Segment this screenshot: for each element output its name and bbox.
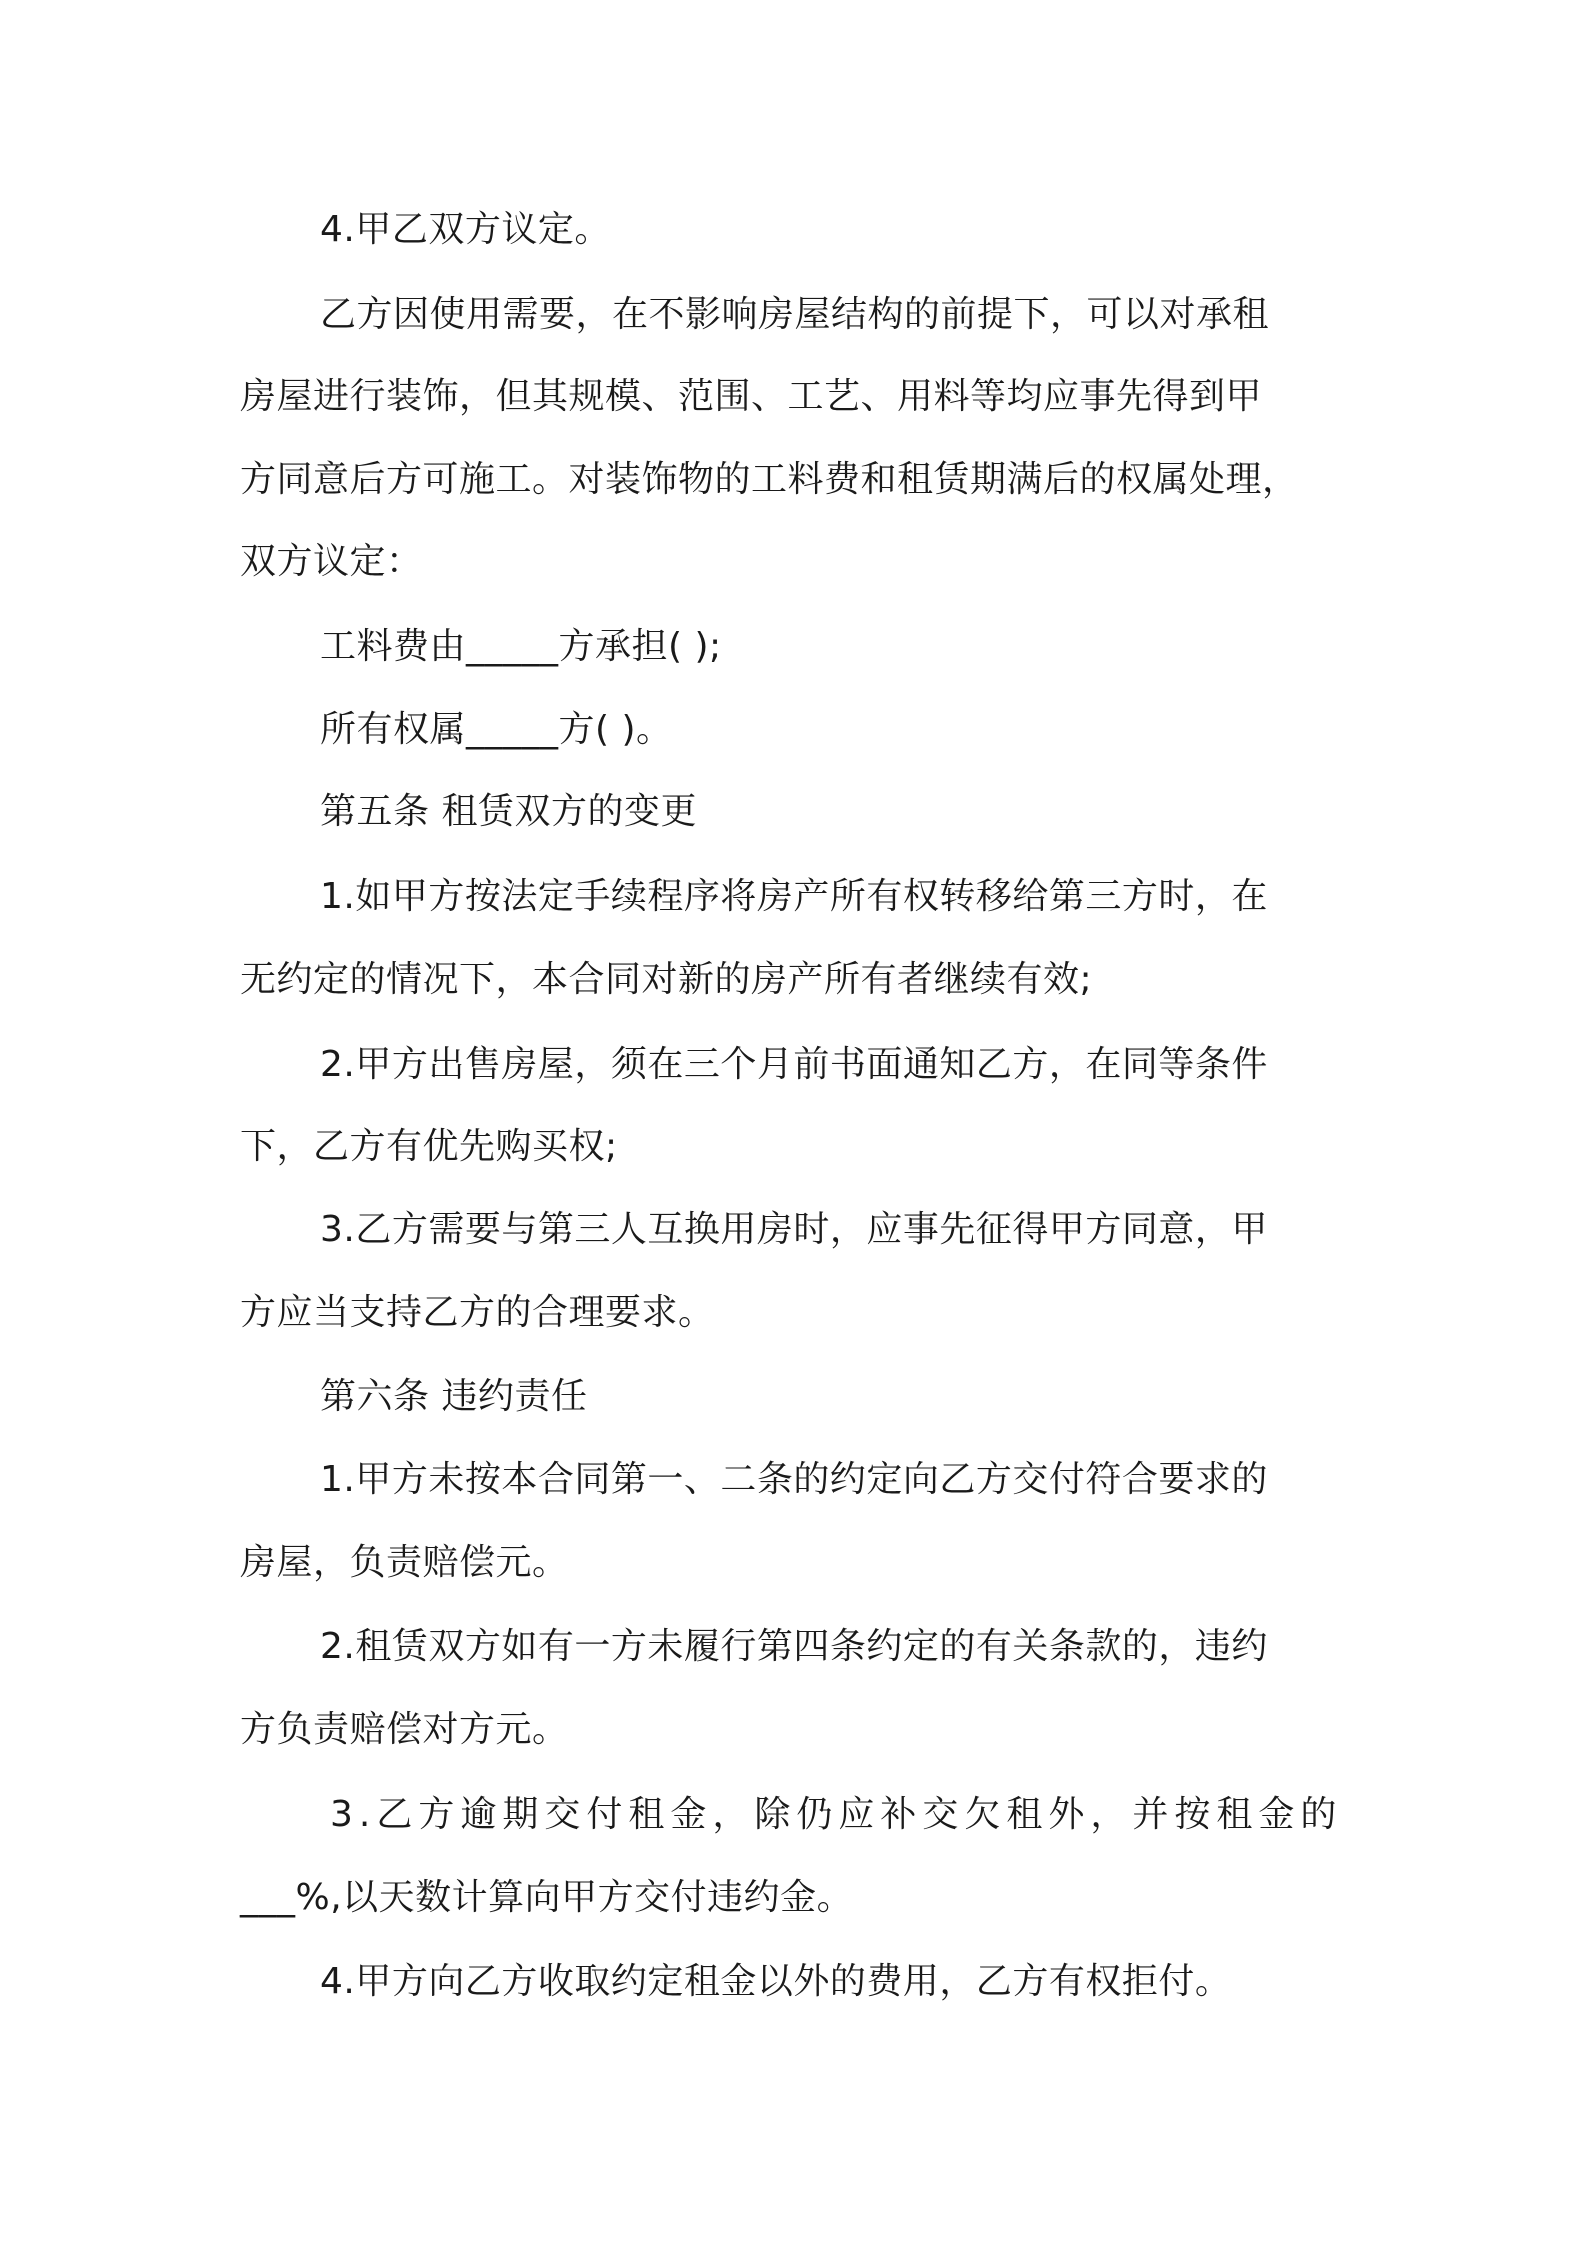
- article-5-item-2-line-1: 2.甲方出售房屋，须在三个月前书面通知乙方，在同等条件: [320, 1044, 1268, 1085]
- article-6-heading: 第六条 违约责任: [320, 1376, 588, 1417]
- article-6-item-3-line-1: 3.乙方逾期交付租金，除仍应补交欠租外，并按租金的: [330, 1794, 1343, 1835]
- article-5-item-3-line-2: 方应当支持乙方的合理要求。: [240, 1292, 715, 1333]
- ownership-line: 所有权属_____方( )。: [320, 709, 673, 750]
- article-5-heading: 第五条 租赁双方的变更: [320, 791, 697, 832]
- paragraph-decoration-line-4: 双方议定：: [240, 541, 423, 582]
- article-6-item-1-line-1: 1.甲方未按本合同第一、二条的约定向乙方交付符合要求的: [320, 1459, 1268, 1500]
- paragraph-decoration-line-1: 乙方因使用需要，在不影响房屋结构的前提下，可以对承租: [320, 294, 1270, 335]
- article-5-item-2-line-2: 下，乙方有优先购买权;: [240, 1126, 618, 1167]
- material-cost-line: 工料费由_____方承担( );: [320, 626, 722, 667]
- article-6-item-4-line-1: 4.甲方向乙方收取约定租金以外的费用，乙方有权拒付。: [320, 1961, 1232, 2002]
- article-6-item-2-line-2: 方负责赔偿对方元。: [240, 1709, 569, 1750]
- article-6-item-1-line-2: 房屋，负责赔偿元。: [240, 1542, 569, 1583]
- paragraph-decoration-line-3: 方同意后方可施工。对装饰物的工料费和租赁期满后的权属处理，: [240, 459, 1299, 500]
- article-6-item-3-line-2: ___%,以天数计算向甲方交付违约金。: [240, 1877, 854, 1918]
- article-5-item-1-line-1: 1.如甲方按法定手续程序将房产所有权转移给第三方时，在: [320, 876, 1268, 917]
- paragraph-decoration-line-2: 房屋进行装饰，但其规模、范围、工艺、用料等均应事先得到甲: [240, 376, 1263, 417]
- article-5-item-3-line-1: 3.乙方需要与第三人互换用房时，应事先征得甲方同意，甲: [320, 1209, 1268, 1250]
- article-5-item-1-line-2: 无约定的情况下，本合同对新的房产所有者继续有效;: [240, 959, 1093, 1000]
- article-6-item-2-line-1: 2.租赁双方如有一方未履行第四条约定的有关条款的，违约: [320, 1626, 1268, 1667]
- paragraph-4-line-1: 4.甲乙双方议定。: [320, 209, 611, 250]
